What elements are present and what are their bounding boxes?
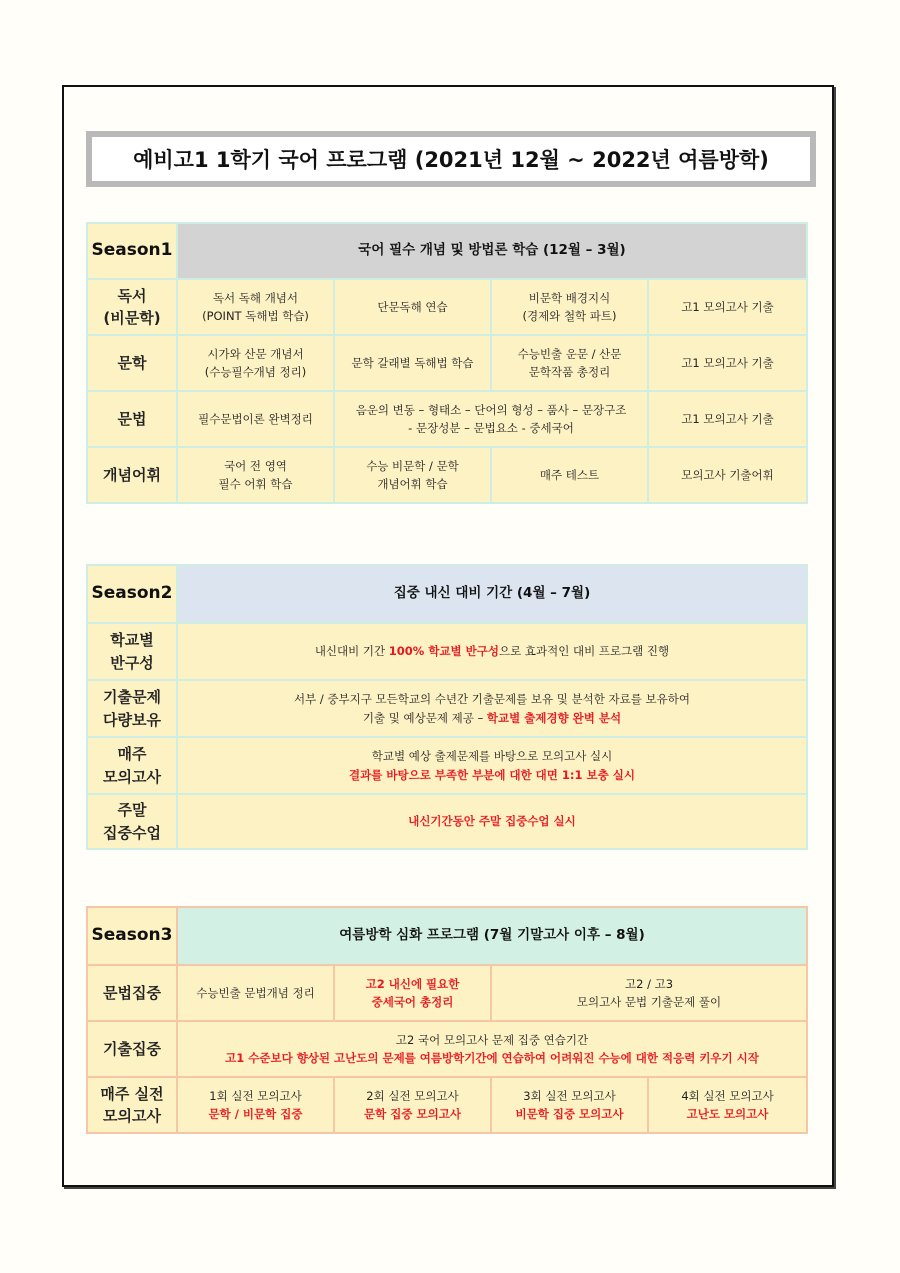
table-cell: 문학 갈래별 독해법 학습 xyxy=(334,335,491,391)
table-cell: 내신기간동안 주말 집중수업 실시 xyxy=(177,794,807,849)
table-row xyxy=(87,335,807,391)
table-cell: 2회 실전 모의고사 문학 집중 모의고사 xyxy=(334,1077,491,1133)
row-label: 개념어휘 xyxy=(87,447,177,503)
table-cell: 단문독해 연습 xyxy=(334,279,491,335)
table-cell: 수능빈출 운문 / 산문 문학작품 총정리 xyxy=(491,335,648,391)
row-label: 기출문제 다량보유 xyxy=(87,680,177,737)
table-row xyxy=(87,279,807,335)
table-row xyxy=(87,1021,807,1077)
season2-label: Season2 xyxy=(87,565,177,623)
page-title: 예비고1 1학기 국어 프로그램 (2021년 12월 ~ 2022년 여름방학) xyxy=(92,137,810,181)
table-cell: 고2 국어 모의고사 문제 집중 연습기간 고1 수준보다 향상된 고난도의 문제를 여름방학기간에 연습하여 어려워진 수능에 대한 적응력 키우기 시작 xyxy=(177,1021,807,1077)
table-cell: 독서 독해 개념서 (POINT 독해법 학습) xyxy=(177,279,334,335)
season1-table xyxy=(86,222,808,504)
table-cell: 고1 모의고사 기출 xyxy=(648,391,807,447)
title-banner xyxy=(86,131,816,187)
table-cell: 음운의 변동 – 형태소 – 단어의 형성 – 품사 – 문장구조 - 문장성분 – 문법요소 - 중세국어 xyxy=(334,391,648,447)
table-cell: 학교별 예상 출제문제를 바탕으로 모의고사 실시 결과를 바탕으로 부족한 부분에 대한 대면 1:1 보충 실시 xyxy=(177,737,807,794)
table-cell: 매주 테스트 xyxy=(491,447,648,503)
row-label: 문학 xyxy=(87,335,177,391)
table-row xyxy=(87,391,807,447)
row-label: 매주 실전 모의고사 xyxy=(87,1077,177,1133)
table-cell: 비문학 배경지식 (경제와 철학 파트) xyxy=(491,279,648,335)
row-label: 문법 xyxy=(87,391,177,447)
table-row xyxy=(87,737,807,794)
table-row xyxy=(87,965,807,1021)
season2-table xyxy=(86,564,808,850)
table-cell: 모의고사 기출어휘 xyxy=(648,447,807,503)
table-cell: 4회 실전 모의고사 고난도 모의고사 xyxy=(648,1077,807,1133)
table-row xyxy=(87,447,807,503)
row-label: 학교별 반구성 xyxy=(87,623,177,680)
table-row xyxy=(87,680,807,737)
table-cell: 수능빈출 문법개념 정리 xyxy=(177,965,334,1021)
table-cell: 시가와 산문 개념서 (수능필수개념 정리) xyxy=(177,335,334,391)
season3-label: Season3 xyxy=(87,907,177,965)
table-cell: 1회 실전 모의고사 문학 / 비문학 집중 xyxy=(177,1077,334,1133)
season3-header: 여름방학 심화 프로그램 (7월 기말고사 이후 – 8월) xyxy=(177,907,807,965)
row-label: 주말 집중수업 xyxy=(87,794,177,849)
season1-label: Season1 xyxy=(87,223,177,279)
row-label: 기출집중 xyxy=(87,1021,177,1077)
season2-header: 집중 내신 대비 기간 (4월 – 7월) xyxy=(177,565,807,623)
table-cell: 서부 / 중부지구 모든학교의 수년간 기출문제를 보유 및 분석한 자료를 보유하여 기출 및 예상문제 제공 – 학교별 출제경향 완벽 분석 xyxy=(177,680,807,737)
table-cell: 고1 모의고사 기출 xyxy=(648,279,807,335)
table-cell: 고2 / 고3 모의고사 문법 기출문제 풀이 xyxy=(491,965,807,1021)
table-row xyxy=(87,1077,807,1133)
table-cell: 국어 전 영역 필수 어휘 학습 xyxy=(177,447,334,503)
table-cell: 고1 모의고사 기출 xyxy=(648,335,807,391)
table-cell: 내신대비 기간 100% 학교별 반구성으로 효과적인 대비 프로그램 진행 xyxy=(177,623,807,680)
season1-header: 국어 필수 개념 및 방법론 학습 (12월 – 3월) xyxy=(177,223,807,279)
table-cell: 필수문법이론 완벽정리 xyxy=(177,391,334,447)
table-cell: 고2 내신에 필요한 중세국어 총정리 xyxy=(334,965,491,1021)
row-label: 문법집중 xyxy=(87,965,177,1021)
table-cell: 3회 실전 모의고사 비문학 집중 모의고사 xyxy=(491,1077,648,1133)
table-row xyxy=(87,623,807,680)
table-row xyxy=(87,794,807,849)
row-label: 매주 모의고사 xyxy=(87,737,177,794)
season3-table xyxy=(86,906,808,1134)
table-cell: 수능 비문학 / 문학 개념어휘 학습 xyxy=(334,447,491,503)
row-label: 독서 (비문학) xyxy=(87,279,177,335)
